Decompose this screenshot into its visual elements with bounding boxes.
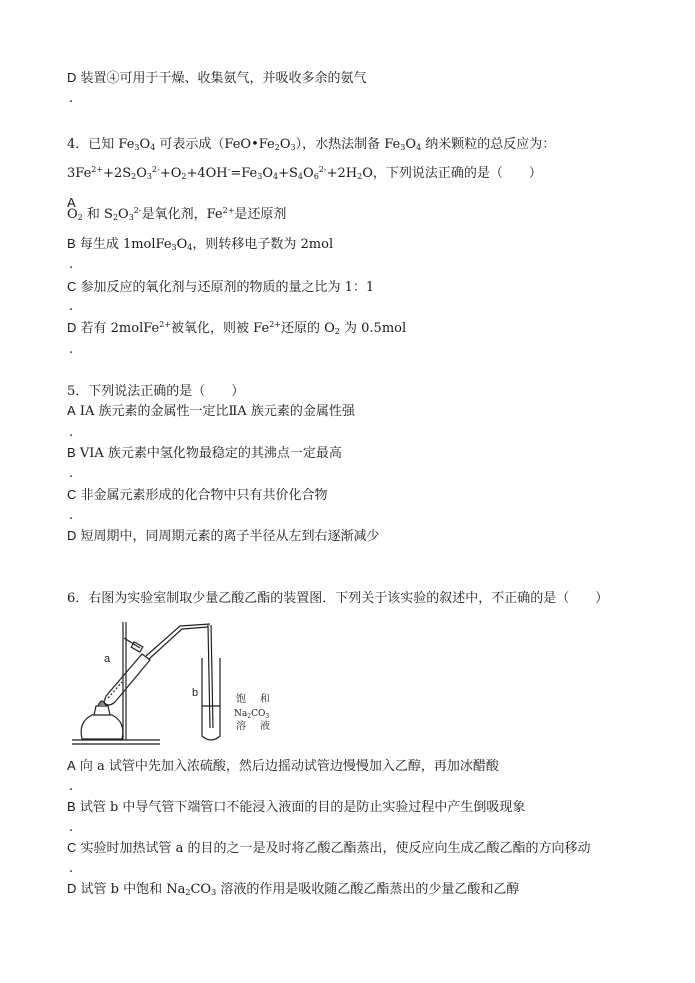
- separator-dot: .: [69, 299, 74, 314]
- q4-option-a: $O_2$ 和 $S_2O_3^{2-}$是氧化剂，$Fe^{2+}$是还原剂: [67, 206, 287, 222]
- separator-dot: .: [69, 91, 74, 106]
- q4-option-b: B 每生成 $1molFe_3O_4$，则转移电子数为 2mol: [67, 236, 334, 252]
- q3-option-d: [67, 70, 367, 87]
- q6-option-c: C 实验时加热试管 a 的目的之一是及时将乙酸乙酯蒸出，使反应向生成乙酸乙酯的方向移动: [67, 840, 591, 856]
- test-tube-b: [202, 658, 220, 740]
- label-solution-1: 溶: [236, 721, 246, 732]
- q4-option-d: D 若有 2molFe$^{2+}$被氧化，则被 $Fe^{2+}$还原的 $O_2$ 为 0.5mol: [67, 320, 407, 336]
- separator-dot: .: [69, 466, 74, 481]
- q6-option-a: A 向 a 试管中先加入浓硫酸，然后边摇动试管边慢慢加入乙醇，再加冰醋酸: [67, 758, 499, 774]
- q6-stem: 6．右图为实验室制取少量乙酸乙酯的装置图．下列关于该实验的叙述中，不正确的是（ ）: [67, 591, 609, 606]
- q5-option-b: B VIA 族元素中氢化物最稳定的其沸点一定最高: [67, 445, 342, 461]
- separator-dot: .: [69, 508, 74, 523]
- label-saturated-1: 饱: [236, 694, 246, 705]
- apparatus-figure: [70, 618, 285, 748]
- q5-stem: 5．下列说法正确的是（ ）: [67, 384, 245, 399]
- separator-dot: .: [69, 257, 74, 272]
- delivery-tube: [146, 624, 210, 656]
- separator-dot: .: [69, 342, 74, 357]
- q6-option-b: B 试管 b 中导气管下端管口不能浸入液面的目的是防止实验过程中产生倒吸现象: [67, 799, 526, 815]
- label-b: b: [192, 687, 199, 699]
- q5-option-a: A ⅠA 族元素的金属性一定比ⅡA 族元素的金属性强: [67, 403, 355, 419]
- option-label: D: [67, 70, 77, 85]
- q5-option-d: D 短周期中，同周期元素的离子半径从左到右逐渐减少: [67, 528, 380, 544]
- label-a: a: [104, 653, 111, 665]
- option-text: 装置④可用于干燥、收集氨气，并吸收多余的氨气: [80, 71, 367, 86]
- q4-stem: 4．已知 $Fe_3O_4$ 可表示成$(FeO•Fe_2O_3)$，水热法制备 $Fe_3O_4$ 纳米颗粒的总反应为：: [67, 137, 556, 152]
- separator-dot: .: [69, 779, 74, 794]
- q6-option-d: D 试管 b 中饱和 $Na_2CO_3$ 溶液的作用是吸收随乙酸乙酯蒸出的少量乙酸和乙醇: [67, 881, 520, 897]
- separator-dot: .: [69, 425, 74, 440]
- label-saturated-2: 和: [260, 694, 270, 705]
- q5-option-c: C 非金属元素形成的化合物中只有共价化合物: [67, 487, 328, 503]
- label-solution-2: 液: [260, 721, 270, 732]
- question-number: 4．: [67, 137, 89, 152]
- alcohol-lamp: [81, 715, 123, 739]
- q4-option-a-label: A: [67, 195, 76, 210]
- separator-dot: .: [69, 820, 74, 835]
- separator-dot: .: [69, 861, 74, 876]
- q4-option-c: C 参加反应的氧化剂与还原剂的物质的量之比为 1：1: [67, 279, 375, 295]
- q4-equation: $3Fe^{2+}+2S_2O_3^{2-}+O_2+4OH^-=Fe_3O_4+S_4O_6^{2-}+2H_2O$，下列说法正确的是（ ）: [67, 165, 542, 181]
- label-reagent: $Na_2CO_3$: [234, 709, 270, 720]
- test-tube-a: [104, 654, 150, 705]
